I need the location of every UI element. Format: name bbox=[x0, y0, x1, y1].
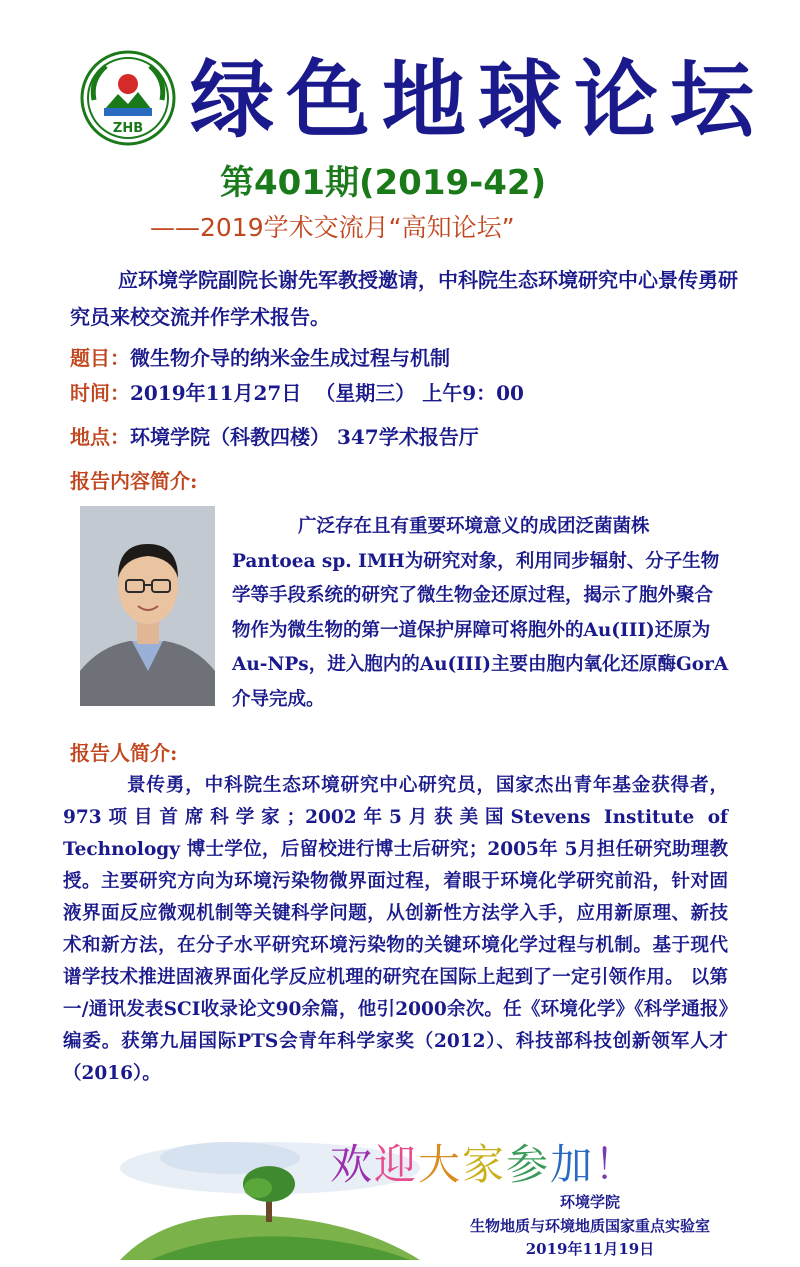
bio-text: 景传勇，中科院生态环境研究中心研究员，国家杰出青年基金获得者，973项目首席科学家；2002年5月获美国Stevens Institute of Technology 博士学位，后留校进行博士后研究；2005年 5月担任研究助理教授。主要研究方向为环境污染物微界面过程，着眼于环境化学研究前沿，针对固液界面反应微观机制等关键科学问题，从创新性方法学入手，应用新原理、新技术和新方法，在分子水平研究环境污染物的关键环境化学过程与机制。基于现代谱学技术推进固液界面化学反应机理的研究在国际上起到了一定引领作用。 以第一/通讯发表SCI收录论文90余篇，他引2000余次。任《环境化学》《科学通报》编委。获第九届国际PTS会青年科学家奖（2012）、科技部科技创新领军人才（2016）。 bbox=[63, 775, 728, 1084]
issue-number: 第401期(2019-42) bbox=[220, 163, 547, 203]
place-value: 环境学院（科教四楼） 347学术报告厅 bbox=[130, 425, 479, 449]
welcome-char: 参 bbox=[506, 1140, 551, 1189]
welcome-char: 欢 bbox=[330, 1140, 375, 1189]
forum-title: 绿色地球论坛 bbox=[190, 51, 767, 149]
footer-school: 环境学院 bbox=[559, 1193, 620, 1211]
welcome-char: 大 bbox=[418, 1140, 463, 1189]
place-row bbox=[70, 417, 750, 457]
time-row bbox=[70, 373, 750, 413]
svg-text:ZHB: ZHB bbox=[112, 121, 144, 136]
welcome-char: 家 bbox=[462, 1140, 507, 1189]
time-label: 时间： bbox=[70, 381, 130, 405]
zhb-logo bbox=[80, 50, 176, 146]
welcome-banner bbox=[330, 1140, 790, 1190]
abstract-heading: 报告内容简介: bbox=[70, 469, 198, 493]
abstract-text: 广泛存在且有重要环境意义的成团泛菌菌株Pantoea sp. IMH为研究对象，利用同步辐射、分子生物学等手段系统的研究了微生物金还原过程，揭示了胞外聚合物作为微生物的第一道保护屏障可将胞外的Au(III)还原为Au-NPs，进入胞内的Au(III)主要由胞内氧化还原酶GorA 介导完成。 bbox=[232, 516, 729, 710]
place-label: 地点： bbox=[70, 425, 130, 449]
invitation-text: 应环境学院副院长谢先军教授邀请，中科院生态环境研究中心景传勇研究员来校交流并作学术报告。 bbox=[70, 268, 738, 329]
topic-label: 题目： bbox=[70, 346, 130, 370]
welcome-char: 加 bbox=[550, 1140, 595, 1189]
welcome-char: ！ bbox=[594, 1140, 639, 1189]
event-subtitle: ——2019学术交流月“高知论坛” bbox=[150, 213, 515, 242]
bio-heading: 报告人简介: bbox=[70, 741, 178, 765]
welcome-char: 迎 bbox=[374, 1140, 419, 1189]
topic-value: 微生物介导的纳米金生成过程与机制 bbox=[130, 346, 450, 370]
time-value: 2019年11月27日 （星期三） 上午9：00 bbox=[130, 381, 524, 405]
topic-row bbox=[70, 338, 750, 378]
footer-date: 2019年11月19日 bbox=[525, 1240, 655, 1258]
footer-lab: 生物地质与环境地质国家重点实验室 bbox=[469, 1217, 710, 1235]
speaker-photo bbox=[80, 506, 215, 706]
